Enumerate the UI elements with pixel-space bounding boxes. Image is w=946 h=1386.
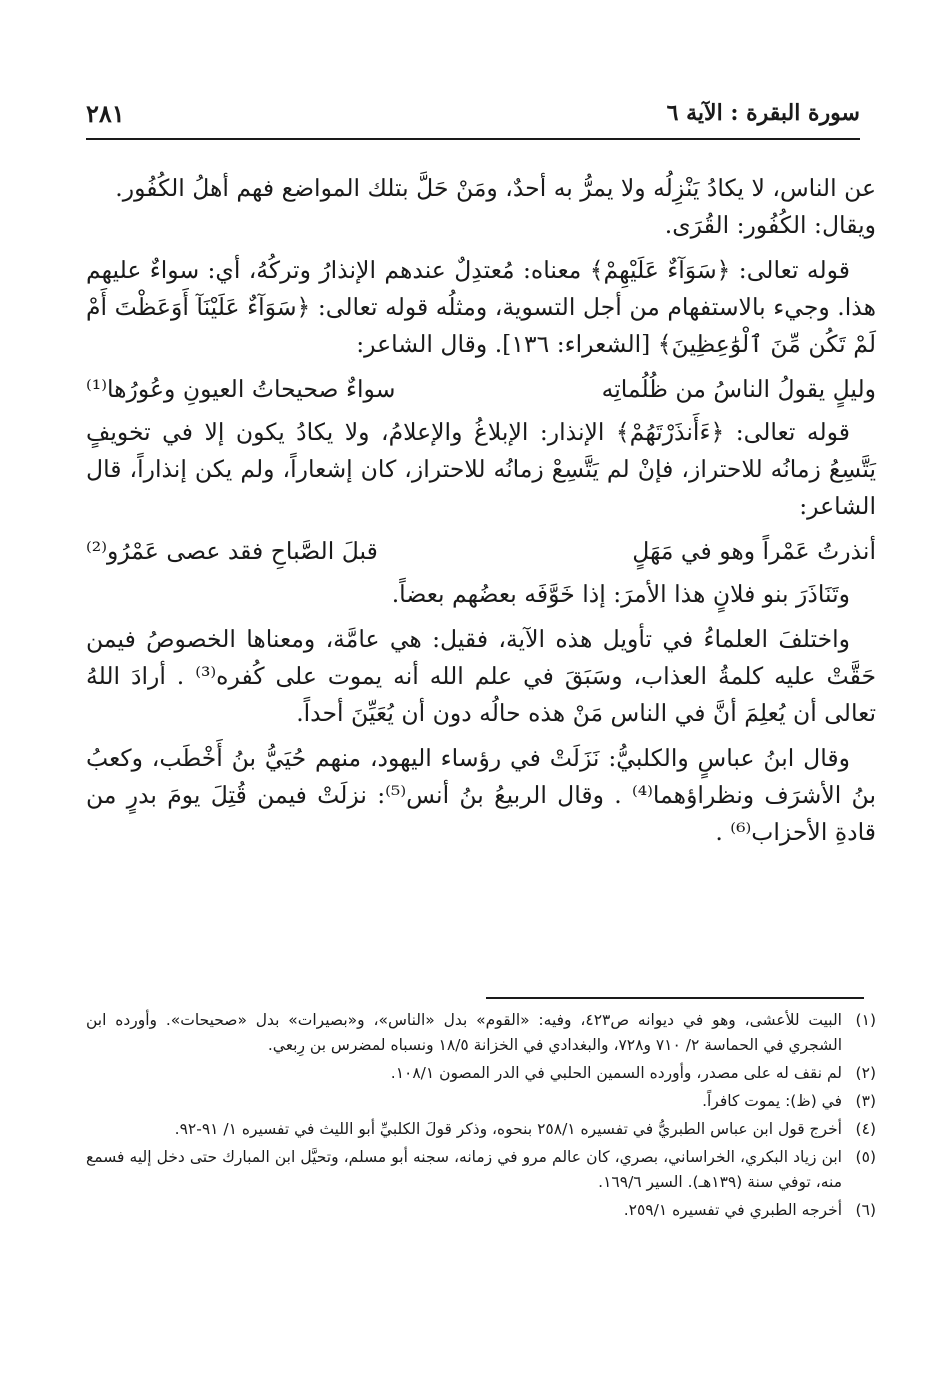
verse-2 [86,533,876,570]
footnote [86,1089,876,1114]
verse-1 [86,371,876,408]
footnote-text: في (ظ): يموت كافراً. [702,1092,842,1110]
footnote [86,1117,876,1142]
paragraph-1 [86,170,876,244]
footnote [86,1061,876,1086]
paragraph-2: قوله تعالى: ﴿سَوَآءٌ عَلَيْهِمْ﴾ معناه: مُعتدِلٌ عندهم الإنذارُ وتركُهُ، أي: سواءٌ عليهم هذا. وجيء بالاستفهام من أجل التسوية، ومثلُه قوله تعالى: ﴿سَوَآءٌ عَلَيْنَآ أَوَعَظْتَ أَمْ لَمْ تَكُن مِّنَ ٱلْوَٰعِظِينَ﴾ [الشعراء: ١٣٦]. وقال الشاعر: [86,256,876,358]
footnote-text: أخرجه الطبري في تفسيره ٢٥٩/١. [623,1201,842,1219]
verse-2-second-hemistich: قبلَ الصَّباحِ فقد عصى عَمْرُو⁽²⁾ [86,537,378,565]
running-title: سورة البقرة : الآية ٦ [666,100,860,126]
footnote-number: (١) [855,1011,876,1029]
footnote-text: ابن زياد البكري، الخراساني، بصري، كان عالم مرو في زمانه، سجنه أبو مسلم، وتحيَّل ابن المبارك حتى دخل إليه فسمع منه، توفي سنة (١٣٩هـ). السير ١٦٩/٦. [86,1148,842,1191]
paragraph-1-line-2: ويقال: الكُفُور: القُرَى. [664,211,876,239]
running-header [86,96,860,140]
footnote [86,1008,876,1058]
footnote [86,1198,876,1223]
footnote-number: (٤) [855,1120,876,1138]
page-number: ٢٨١ [86,98,125,128]
paragraph-3: قوله تعالى: ﴿ءَأَنذَرْتَهُمْ﴾ الإنذار: الإبلاغُ والإعلامُ، ولا يكادُ يكون إلا في تخويفٍ يَتَّسِعُ زمانُه للاحتراز، فإنْ لم يَتَّسِعْ زمانُه للاحتراز، كان إشعاراً، ولم يكن إنذاراً، قال الشاعر: [86,418,876,520]
paragraph-6: وقال ابنُ عباسٍ والكلبيُّ: نَزَلَتْ في رؤساء اليهود، منهم حُيَيُّ بنُ أَخْطَب، وكعبُ بنُ الأشرَف ونظراؤهما⁽⁴⁾ . وقال الربيعُ بنُ أنس⁽⁵⁾: نزلَتْ فيمن قُتِلَ يومَ بدرٍ من قادةِ الأحزاب⁽⁶⁾ . [86,744,876,846]
footnote-number: (٦) [855,1201,876,1219]
footnote-separator [486,997,864,999]
footnotes [86,1008,876,1226]
footnote-text: البيت للأعشى، وهو في ديوانه ص٤٢٣، وفيه: «القوم» بدل «الناس»، و«بصيرات» بدل «صحيحات». وأورده ابن الشجري في الحماسة ٢/ ٧١٠ و٧٢٨، والبغدادي في الخزانة ١٨/٥ ونسباه لمضرس بن رِبعي. [86,1011,842,1054]
paragraph-5: واختلفَ العلماءُ في تأويل هذه الآية، فقيل: هي عامَّة، ومعناها الخصوصُ فيمن حَقَّتْ عليه كلمةُ العذاب، وسَبَقَ في علم الله أنه يموت على كُفره⁽³⁾ . أرادَ اللهُ تعالى أن يُعلِمَ أنَّ في الناس مَنْ هذه حالُه دون أن يُعَيِّنَ أحداً. [86,625,876,727]
footnote-number: (٣) [855,1092,876,1110]
paragraph-4: وتَنَاذَرَ بنو فلانٍ هذا الأمرَ: إذا خَوَّفَه بعضُهم بعضاً. [391,580,850,608]
paragraph-1-line-1: عن الناس، لا يكادُ يَنْزِلُه ولا يمرُّ به أحدٌ، ومَنْ حَلَّ بتلك المواضع فهم أهلُ الكُفُور. [115,174,876,202]
footnote-text: أخرج قول ابن عباس الطبريُّ في تفسيره ٢٥٨/١ بنحوه، وذكر قولَ الكلبيِّ أبو الليث في تفسيره ١/ ٩١-٩٢. [174,1120,842,1138]
footnote-number: (٢) [855,1064,876,1082]
verse-1-first-hemistich: وليلٍ يقولُ الناسُ من ظُلُماتِه [601,375,876,403]
verse-1-second-hemistich: سواءٌ صحيحاتُ العيونِ وعُورُها⁽¹⁾ [86,375,396,403]
main-text [86,170,876,859]
footnote-text: لم نقف له على مصدر، وأورده السمين الحلبي في الدر المصون ١٠٨/١. [390,1064,842,1082]
footnote-number: (٥) [855,1148,876,1166]
verse-2-first-hemistich: أنذرتُ عَمْراً وهو في مَهَلٍ [632,537,876,565]
footnote [86,1145,876,1195]
